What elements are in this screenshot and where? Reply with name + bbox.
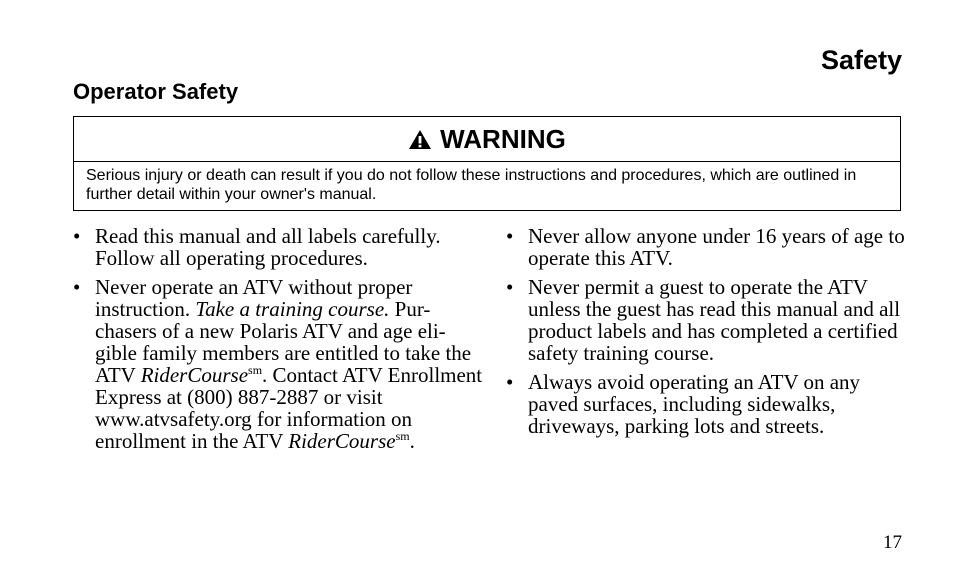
text-run: Pur-chasers of a new Polaris ATV and age eli-gible family members are entitled to take the ATV — [95, 297, 472, 387]
warning-triangle-icon — [408, 129, 432, 150]
list-item-text: Always avoid operating an ATV on any paved surfaces, including sidewalks, driveways, parking lots and streets. — [528, 370, 861, 438]
ridercourse-italic: RiderCourse — [288, 429, 396, 453]
list-item — [73, 225, 483, 269]
service-mark: sm — [395, 429, 410, 443]
left-column — [73, 225, 483, 459]
text-run: Never operate an ATV without proper instruction. — [95, 275, 413, 321]
bullet: • — [506, 224, 514, 248]
service-mark: sm — [248, 363, 263, 377]
list-item — [73, 276, 483, 452]
list-item — [506, 225, 906, 269]
section-title: Operator Safety — [73, 79, 239, 104]
bullet: • — [73, 275, 81, 299]
list-item — [506, 371, 906, 437]
bullet: • — [73, 224, 81, 248]
chapter-title: Safety — [820, 45, 902, 75]
warning-title: WARNING — [440, 123, 566, 154]
warning-text: Serious injury or death can result if you do not follow these instructions and procedures, which are outlined in further detail within your owner's manual. — [86, 167, 857, 203]
list-item-text: Never permit a guest to operate the ATV unless the guest has read this manual and all product labels and has completed a certified safety training course. — [528, 275, 901, 365]
text-run: . — [409, 429, 415, 453]
list-item-text — [95, 275, 482, 453]
bullet: • — [506, 370, 514, 394]
italic-run: Take a training course. — [195, 297, 390, 321]
bullet: • — [506, 275, 514, 299]
page-number: 17 — [883, 532, 902, 553]
warning-header — [74, 117, 900, 162]
list-item — [506, 276, 906, 364]
text-run: . Contact ATV Enrollment Express at (800) 887-2887 or visit www.atvsafety.org for information on enrollment in the ATV — [95, 363, 483, 453]
warning-box — [73, 116, 901, 211]
ridercourse-italic: RiderCourse — [140, 363, 249, 387]
list-item-text: Never allow anyone under 16 years of age to operate this ATV. — [528, 224, 905, 270]
list-item-text: Read this manual and all labels carefully. Follow all operating procedures. — [95, 224, 441, 270]
right-column — [506, 225, 906, 444]
